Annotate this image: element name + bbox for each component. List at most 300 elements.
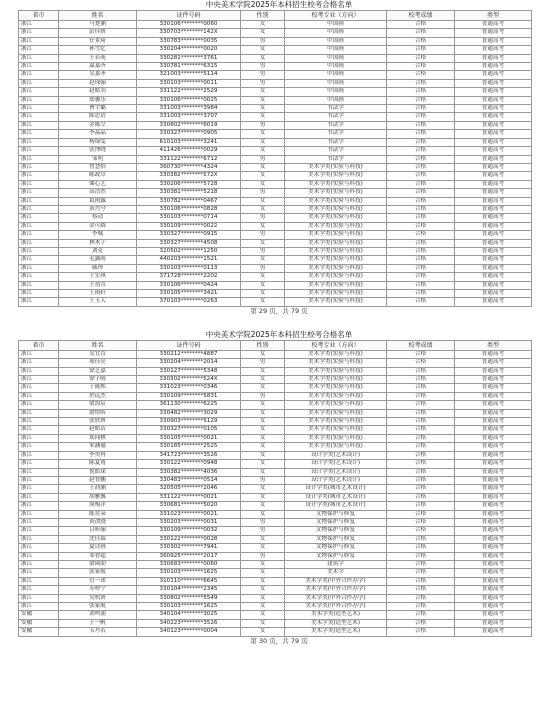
cell-name: 张家航 [59, 569, 137, 577]
cell-province: 浙江 [19, 121, 59, 129]
cell-province: 浙江 [19, 350, 59, 358]
cell-name: 曾慧怡 [59, 163, 137, 171]
cell-province: 浙江 [19, 239, 59, 247]
cell-type: 普通高考 [455, 367, 532, 375]
cell-major: 中国画 [285, 54, 387, 62]
cell-type: 普通高考 [455, 376, 532, 384]
cell-gender: 女 [241, 180, 285, 188]
cell-gender: 女 [241, 256, 285, 264]
table-row [19, 88, 532, 96]
cell-province: 浙江 [19, 222, 59, 230]
table-row [19, 205, 532, 213]
cell-result: 合格 [387, 392, 455, 400]
cell-id-number: 361130********6225 [137, 401, 241, 409]
cell-type: 普通高考 [455, 239, 532, 247]
cell-result: 合格 [387, 46, 455, 54]
col-header-id: 证件号码 [137, 340, 241, 350]
cell-result: 合格 [387, 367, 455, 375]
cell-result: 合格 [387, 281, 455, 289]
cell-id-number: 330206********5728 [137, 180, 241, 188]
cell-id-number: 340123********0004 [137, 628, 241, 636]
cell-gender: 女 [241, 443, 285, 451]
cell-major: 美术学类(实验与科技) [285, 239, 387, 247]
table-row [19, 619, 532, 627]
cell-name: 於远杰 [59, 392, 137, 400]
cell-major: 中国画 [285, 46, 387, 54]
cell-province: 浙江 [19, 138, 59, 146]
table-row [19, 155, 532, 163]
cell-gender: 女 [241, 586, 285, 594]
cell-gender: 女 [241, 367, 285, 375]
cell-result: 合格 [387, 619, 455, 627]
cell-major: 中国画 [285, 71, 387, 79]
cell-major: 设计学类(城市艺术设计) [285, 485, 387, 493]
table-row [19, 172, 532, 180]
cell-major: 美术学类(实验与科技) [285, 205, 387, 213]
cell-id-number: 330381********5218 [137, 189, 241, 197]
cell-name: 陈政卓 [59, 172, 137, 180]
table-row [19, 603, 532, 611]
cell-type: 普通高考 [455, 384, 532, 392]
cell-name: 胡雅馨 [59, 493, 137, 501]
cell-major: 设计学类(艺术设计) [285, 468, 387, 476]
cell-province: 浙江 [19, 510, 59, 518]
cell-name: 彭佳妍 [59, 29, 137, 37]
cell-type: 普通高考 [455, 603, 532, 611]
page-footer: 第 29 页，共 79 页 [250, 306, 308, 315]
cell-type: 普通高考 [455, 37, 532, 45]
cell-major: 书法学 [285, 121, 387, 129]
cell-major: 书法学 [285, 113, 387, 121]
cell-type: 普通高考 [455, 560, 532, 568]
cell-id-number: 330683********0060 [137, 560, 241, 568]
cell-id-number: 330482********3029 [137, 409, 241, 417]
cell-major: 美术学类(实验与科技) [285, 180, 387, 188]
table-row [19, 527, 532, 535]
cell-id-number: 330105********0021 [137, 434, 241, 442]
cell-result: 合格 [387, 502, 455, 510]
cell-name: 林木子 [59, 239, 137, 247]
cell-province: 浙江 [19, 88, 59, 96]
cell-major: 美术学类(实验与科技) [285, 359, 387, 367]
cell-result: 合格 [387, 376, 455, 384]
cell-name: 郑闯棋 [59, 434, 137, 442]
table-header-row [19, 340, 532, 350]
table-row [19, 46, 532, 54]
cell-id-number: 331122********6712 [137, 155, 241, 163]
cell-type: 普通高考 [455, 172, 532, 180]
cell-type: 普通高考 [455, 96, 532, 104]
cell-major: 美术学类(实验与科技) [285, 409, 387, 417]
cell-result: 合格 [387, 535, 455, 543]
table-row [19, 273, 532, 281]
cell-major: 书法学 [285, 105, 387, 113]
cell-gender: 女 [241, 619, 285, 627]
cell-id-number: 330302********7941 [137, 544, 241, 552]
cell-gender: 女 [241, 222, 285, 230]
cell-id-number: 610103********3241 [137, 138, 241, 146]
cell-province: 浙江 [19, 105, 59, 113]
cell-type: 普通高考 [455, 88, 532, 96]
table-row [19, 29, 532, 37]
admission-table [18, 10, 532, 307]
cell-id-number: 440203********1521 [137, 256, 241, 264]
cell-gender: 女 [241, 535, 285, 543]
table-row [19, 231, 532, 239]
cell-id-number: 340223********3526 [137, 619, 241, 627]
cell-name: 戚珍 [59, 264, 137, 272]
cell-id-number: 370103********0263 [137, 298, 241, 306]
cell-province: 浙江 [19, 197, 59, 205]
cell-province: 浙江 [19, 468, 59, 476]
cell-result: 合格 [387, 239, 455, 247]
cell-province: 浙江 [19, 29, 59, 37]
cell-name: 刘鸣涌 [59, 611, 137, 619]
cell-major: 美术学类(实验与科技) [285, 443, 387, 451]
table-row [19, 63, 532, 71]
cell-province: 浙江 [19, 21, 59, 29]
cell-type: 普通高考 [455, 273, 532, 281]
cell-province: 浙江 [19, 518, 59, 526]
cell-name: 俞海宸 [59, 401, 137, 409]
cell-gender: 女 [241, 273, 285, 281]
cell-name: 徐艺嘉 [59, 367, 137, 375]
cell-province: 浙江 [19, 71, 59, 79]
col-header-id: 证件号码 [137, 11, 241, 21]
cell-type: 普通高考 [455, 290, 532, 298]
table-row [19, 189, 532, 197]
cell-name: 杨锦雯 [59, 138, 137, 146]
cell-province: 浙江 [19, 443, 59, 451]
cell-major: 美术学类(实验与科技) [285, 367, 387, 375]
cell-gender: 女 [241, 502, 285, 510]
cell-major: 书法学 [285, 138, 387, 146]
cell-type: 普通高考 [455, 628, 532, 636]
cell-major: 美术学类(实验与科技) [285, 231, 387, 239]
cell-id-number: 330327********4508 [137, 239, 241, 247]
cell-id-number: 330602********6019 [137, 121, 241, 129]
table-row [19, 376, 532, 384]
cell-result: 合格 [387, 79, 455, 87]
cell-major: 文物保护与修复 [285, 544, 387, 552]
cell-name: 毛露雨 [59, 256, 137, 264]
cell-result: 合格 [387, 359, 455, 367]
table-row [19, 222, 532, 230]
cell-gender: 女 [241, 485, 285, 493]
cell-province: 浙江 [19, 46, 59, 54]
cell-gender: 女 [241, 594, 285, 602]
cell-id-number: 330327********0105 [137, 426, 241, 434]
table-row [19, 468, 532, 476]
table-row [19, 434, 532, 442]
cell-type: 普通高考 [455, 443, 532, 451]
cell-id-number: 330782********0467 [137, 197, 241, 205]
cell-major: 建筑学 [285, 560, 387, 568]
cell-province: 浙江 [19, 460, 59, 468]
cell-major: 美术学类(实验与科技) [285, 189, 387, 197]
cell-major: 美术学类(中外合作办学) [285, 586, 387, 594]
cell-result: 合格 [387, 163, 455, 171]
cell-province: 安徽 [19, 611, 59, 619]
cell-gender: 女 [241, 290, 285, 298]
cell-name: 俞煜昕 [59, 409, 137, 417]
cell-type: 普通高考 [455, 502, 532, 510]
cell-id-number: 330109********0032 [137, 527, 241, 535]
cell-major: 书法学 [285, 147, 387, 155]
cell-type: 普通高考 [455, 392, 532, 400]
cell-type: 普通高考 [455, 350, 532, 358]
cell-name: 张欣妍 [59, 418, 137, 426]
cell-name: 吴宜萱 [59, 350, 137, 358]
cell-major: 美术学类(实验与科技) [285, 418, 387, 426]
cell-type: 普通高考 [455, 29, 532, 37]
table-row [19, 37, 532, 45]
cell-gender: 男 [241, 79, 285, 87]
cell-id-number: 331003********3707 [137, 113, 241, 121]
cell-major: 美术学类(实验与科技) [285, 384, 387, 392]
cell-result: 合格 [387, 298, 455, 306]
table-row [19, 560, 532, 568]
cell-gender: 女 [241, 510, 285, 518]
cell-gender: 女 [241, 434, 285, 442]
cell-name: 温嘉齐 [59, 63, 137, 71]
cell-name: 曹宇璐 [59, 105, 137, 113]
cell-id-number: 330122********0028 [137, 535, 241, 543]
table-row [19, 298, 532, 306]
cell-type: 普通高考 [455, 138, 532, 146]
cell-result: 合格 [387, 510, 455, 518]
cell-major: 美术学类(实验与科技) [285, 376, 387, 384]
cell-gender: 女 [241, 569, 285, 577]
table-row [19, 281, 532, 289]
cell-name: 俞函劭 [59, 560, 137, 568]
cell-result: 合格 [387, 189, 455, 197]
cell-id-number: 340104********3025 [137, 611, 241, 619]
cell-result: 合格 [387, 155, 455, 163]
cell-result: 合格 [387, 485, 455, 493]
cell-result: 合格 [387, 214, 455, 222]
cell-id-number: 360925********2017 [137, 552, 241, 560]
col-header-gender: 性别 [241, 11, 285, 21]
cell-id-number: 331122********2529 [137, 88, 241, 96]
cell-id-number: 330105********3421 [137, 290, 241, 298]
cell-type: 普通高考 [455, 71, 532, 79]
cell-major: 美术学类(实验与科技) [285, 350, 387, 358]
cell-result: 合格 [387, 434, 455, 442]
cell-gender: 男 [241, 37, 285, 45]
cell-id-number: 330382********4036 [137, 468, 241, 476]
cell-result: 合格 [387, 628, 455, 636]
cell-id-number: 331023********0021 [137, 510, 241, 518]
cell-type: 普通高考 [455, 434, 532, 442]
cell-major: 美术学类(中外合作办学) [285, 577, 387, 585]
cell-major: 书法学 [285, 155, 387, 163]
cell-result: 合格 [387, 256, 455, 264]
table-row [19, 130, 532, 138]
cell-gender: 女 [241, 54, 285, 62]
cell-province: 浙江 [19, 37, 59, 45]
cell-id-number: 330681********5020 [137, 502, 241, 510]
cell-gender: 女 [241, 544, 285, 552]
cell-province: 浙江 [19, 527, 59, 535]
cell-gender: 女 [241, 197, 285, 205]
cell-result: 合格 [387, 197, 455, 205]
cell-major: 中国画 [285, 96, 387, 104]
cell-gender: 女 [241, 205, 285, 213]
cell-id-number: 330185********2525 [137, 443, 241, 451]
col-header-province: 省市 [19, 340, 59, 350]
cell-major: 美术学类(中外合作办学) [285, 594, 387, 602]
cell-province: 浙江 [19, 290, 59, 298]
cell-id-number: 330106********0424 [137, 281, 241, 289]
cell-id-number: 330103********1625 [137, 603, 241, 611]
cell-major: 设计学类(艺术设计) [285, 476, 387, 484]
cell-province: 浙江 [19, 79, 59, 87]
cell-province: 浙江 [19, 163, 59, 171]
cell-name: 朱涵瑜 [59, 443, 137, 451]
table-row [19, 594, 532, 602]
cell-province: 浙江 [19, 130, 59, 138]
cell-province: 浙江 [19, 451, 59, 459]
cell-id-number: 330212********4887 [137, 350, 241, 358]
cell-type: 普通高考 [455, 298, 532, 306]
cell-result: 合格 [387, 71, 455, 79]
cell-major: 美术学类(实验与科技) [285, 163, 387, 171]
cell-major: 美术学类(实验与科技) [285, 214, 387, 222]
cell-gender: 男 [241, 63, 285, 71]
table-title: 中央美术学院2025年本科招生校考合格名单 [205, 0, 353, 9]
cell-type: 普通高考 [455, 205, 532, 213]
cell-result: 合格 [387, 138, 455, 146]
cell-name: 王室琪 [59, 273, 137, 281]
cell-name: 黄俞骁 [59, 518, 137, 526]
cell-gender: 女 [241, 493, 285, 501]
cell-result: 合格 [387, 350, 455, 358]
cell-name: 陈夏甫 [59, 460, 137, 468]
cell-id-number: 330903********5129 [137, 418, 241, 426]
cell-province: 安徽 [19, 628, 59, 636]
cell-gender: 女 [241, 298, 285, 306]
cell-province: 浙江 [19, 54, 59, 62]
cell-major: 文物保护与修复 [285, 518, 387, 526]
cell-gender: 女 [241, 88, 285, 96]
cell-major: 设计学类(城市艺术设计) [285, 493, 387, 501]
cell-type: 普通高考 [455, 281, 532, 289]
table-row [19, 96, 532, 104]
cell-id-number: 331023********0346 [137, 384, 241, 392]
cell-province: 浙江 [19, 384, 59, 392]
cell-type: 普通高考 [455, 63, 532, 71]
table-row [19, 71, 532, 79]
cell-province: 浙江 [19, 594, 59, 602]
cell-type: 普通高考 [455, 577, 532, 585]
cell-type: 普通高考 [455, 155, 532, 163]
cell-id-number: 330802********5549 [137, 594, 241, 602]
cell-name: 储心艺 [59, 180, 137, 188]
cell-province: 浙江 [19, 205, 59, 213]
cell-gender: 女 [241, 172, 285, 180]
cell-major: 美术学类(实验与科技) [285, 197, 387, 205]
cell-type: 普通高考 [455, 264, 532, 272]
cell-gender: 女 [241, 418, 285, 426]
cell-province: 安徽 [19, 619, 59, 627]
cell-result: 合格 [387, 493, 455, 501]
cell-major: 中国画 [285, 29, 387, 37]
cell-type: 普通高考 [455, 476, 532, 484]
cell-result: 合格 [387, 121, 455, 129]
cell-type: 普通高考 [455, 54, 532, 62]
table-row [19, 147, 532, 155]
cell-gender: 女 [241, 577, 285, 585]
cell-name: 张家航 [59, 603, 137, 611]
cell-id-number: 330783********0035 [137, 37, 241, 45]
table-row [19, 418, 532, 426]
cell-type: 普通高考 [455, 451, 532, 459]
cell-name: 邹智超 [59, 552, 137, 560]
cell-type: 普通高考 [455, 535, 532, 543]
cell-gender: 男 [241, 476, 285, 484]
cell-gender: 女 [241, 163, 285, 171]
cell-result: 合格 [387, 290, 455, 298]
cell-result: 合格 [387, 113, 455, 121]
cell-id-number: 341723********3526 [137, 451, 241, 459]
cell-gender: 女 [241, 460, 285, 468]
cell-type: 普通高考 [455, 586, 532, 594]
cell-id-number: 371728********2202 [137, 273, 241, 281]
cell-major: 美术学类(实验与科技) [285, 247, 387, 255]
cell-name: 寿梓宁 [59, 586, 137, 594]
cell-gender: 女 [241, 451, 285, 459]
cell-result: 合格 [387, 451, 455, 459]
cell-name: 高浩然 [59, 189, 137, 197]
cell-gender: 女 [241, 96, 285, 104]
cell-province: 浙江 [19, 401, 59, 409]
cell-type: 普通高考 [455, 468, 532, 476]
table-row [19, 518, 532, 526]
cell-type: 普通高考 [455, 611, 532, 619]
cell-name: 赵皓羽 [59, 88, 137, 96]
cell-province: 浙江 [19, 603, 59, 611]
cell-major: 设计学类(城市艺术设计) [285, 502, 387, 510]
cell-gender: 男 [241, 359, 285, 367]
col-header-name: 姓名 [59, 340, 137, 350]
cell-type: 普通高考 [455, 121, 532, 129]
cell-gender: 女 [241, 350, 285, 358]
cell-name: 李晶晶 [59, 130, 137, 138]
cell-id-number: 360730********4324 [137, 163, 241, 171]
cell-result: 合格 [387, 560, 455, 568]
cell-type: 普通高考 [455, 147, 532, 155]
cell-name: 吕昕翰 [59, 527, 137, 535]
cell-name: 孙雪忆 [59, 46, 137, 54]
cell-result: 合格 [387, 577, 455, 585]
cell-type: 普通高考 [455, 21, 532, 29]
cell-name: 沈佳霖 [59, 535, 137, 543]
cell-name: 赵智鹏 [59, 476, 137, 484]
table-title: 中央美术学院2025年本科招生校考合格名单 [205, 329, 353, 339]
cell-result: 合格 [387, 426, 455, 434]
table-row [19, 197, 532, 205]
cell-name: 吴嘉圣 [59, 71, 137, 79]
table-row [19, 443, 532, 451]
cell-major: 美术学类(实验与科技) [285, 281, 387, 289]
table-header-row [19, 11, 532, 21]
cell-province: 浙江 [19, 247, 59, 255]
cell-type: 普通高考 [455, 359, 532, 367]
table-row [19, 290, 532, 298]
cell-major: 中国画 [285, 88, 387, 96]
cell-id-number: 330203********0031 [137, 518, 241, 526]
